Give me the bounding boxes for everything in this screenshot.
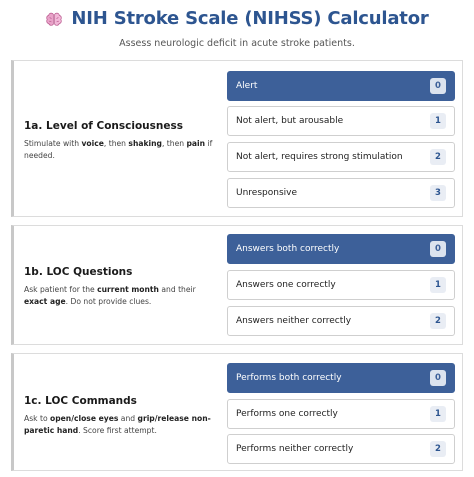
page-subtitle: Assess neurologic deficit in acute stroke patients. [119, 37, 355, 49]
score-badge: 2 [430, 149, 446, 165]
option-strong-stimulation[interactable] [227, 142, 455, 172]
desc-text: . Score first attempt. [78, 426, 157, 435]
score-badge: 0 [430, 78, 446, 94]
desc-emphasis: grip/release non-paretic hand [24, 414, 211, 435]
option-label: Not alert, requires strong stimulation [236, 152, 403, 162]
option-performs-one[interactable] [227, 399, 455, 429]
desc-text: , then [103, 139, 129, 148]
score-badge: 1 [430, 406, 446, 422]
score-badge: 0 [430, 241, 446, 257]
nihss-item-1c-card [11, 353, 463, 471]
desc-text: Ask to [24, 414, 50, 423]
option-not-alert-arousable[interactable] [227, 106, 455, 136]
option-answers-both[interactable] [227, 234, 455, 264]
option-label: Unresponsive [236, 188, 297, 198]
brain-icon [45, 10, 63, 28]
option-label: Performs one correctly [236, 409, 338, 419]
desc-text: if needed. [24, 139, 213, 160]
score-badge: 1 [430, 113, 446, 129]
desc-text: . Do not provide clues. [65, 297, 152, 306]
score-badge: 2 [430, 441, 446, 457]
page-header [0, 8, 474, 49]
option-label: Answers neither correctly [236, 316, 352, 326]
option-alert[interactable] [227, 71, 455, 101]
title-row [45, 8, 428, 29]
item-description [24, 413, 219, 437]
option-label: Answers one correctly [236, 280, 336, 290]
option-unresponsive[interactable] [227, 178, 455, 208]
desc-emphasis: shaking [128, 139, 162, 148]
desc-emphasis: voice [81, 139, 104, 148]
desc-text: Stimulate with [24, 139, 82, 148]
option-label: Answers both correctly [236, 244, 340, 254]
option-performs-neither[interactable] [227, 434, 455, 464]
option-label: Not alert, but arousable [236, 116, 344, 126]
option-label: Performs both correctly [236, 373, 342, 383]
item-title: 1c. LOC Commands [24, 395, 137, 407]
desc-text: Ask patient for the [24, 285, 98, 294]
desc-emphasis: open/close eyes [50, 414, 119, 423]
desc-emphasis: current month [97, 285, 159, 294]
option-performs-both[interactable] [227, 363, 455, 393]
option-label: Alert [236, 81, 258, 91]
page-title: NIH Stroke Scale (NIHSS) Calculator [71, 8, 429, 29]
desc-emphasis: pain [186, 139, 206, 148]
option-label: Performs neither correctly [236, 444, 354, 454]
nihss-item-1a-card [11, 60, 463, 217]
desc-emphasis: exact age [24, 297, 66, 306]
desc-text: , then [161, 139, 187, 148]
item-title: 1a. Level of Consciousness [24, 120, 184, 132]
score-badge: 2 [430, 313, 446, 329]
desc-text: and [118, 414, 138, 423]
score-badge: 0 [430, 370, 446, 386]
item-description [24, 138, 219, 162]
item-info [24, 266, 219, 308]
item-info [24, 395, 219, 437]
desc-text: and their [158, 285, 196, 294]
score-badge: 1 [430, 277, 446, 293]
nihss-item-1b-card [11, 225, 463, 345]
item-description [24, 284, 219, 308]
score-badge: 3 [430, 185, 446, 201]
option-answers-one[interactable] [227, 270, 455, 300]
item-title: 1b. LOC Questions [24, 266, 133, 278]
option-answers-neither[interactable] [227, 306, 455, 336]
item-info [24, 120, 219, 162]
